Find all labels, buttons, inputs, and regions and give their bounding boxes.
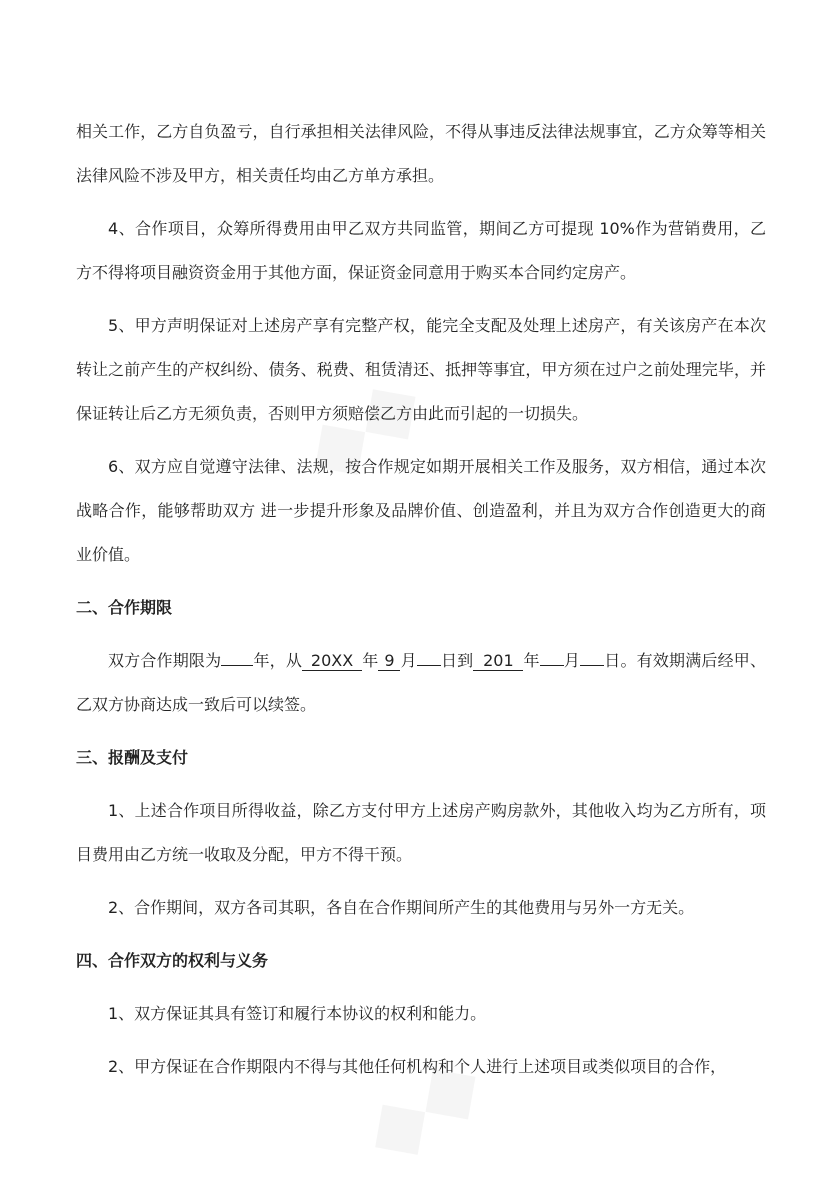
start-day-blank[interactable] — [417, 665, 441, 666]
text: 月 — [563, 651, 581, 670]
paragraph-4: 4、合作项目，众筹所得费用由甲乙双方共同监管，期间乙方可提现 10%作为营销费用，乙方不得将项目融资资金用于其他方面，保证资金同意用于购买本合同约定房产。 — [76, 219, 766, 282]
text: 年，从 — [253, 651, 303, 670]
end-year-field[interactable]: 201 — [473, 652, 523, 671]
section-heading-rights: 四、合作双方的权利与义务 — [76, 951, 269, 970]
payment-paragraph-1: 1、上述合作项目所得收益，除乙方支付甲方上述房产购房款外，其他收入均为乙方所有，项目费用由乙方统一收取及分配，甲方不得干预。 — [76, 801, 766, 864]
text: 月 — [400, 651, 417, 670]
text: 双方合作期限为 — [108, 651, 222, 670]
years-blank[interactable] — [221, 665, 253, 666]
payment-paragraph-2: 2、合作期间，双方各司其职，各自在合作期间所产生的其他费用与另外一方无关。 — [108, 898, 695, 917]
paragraph-5: 5、甲方声明保证对上述房产享有完整产权，能完全支配及处理上述房产，有关该房产在本次转让之前产生的产权纠纷、债务、税费、租赁清还、抵押等事宜，甲方须在过户之前处理完毕，并保证转让后乙方无须负责，否则甲方须赔偿乙方由此而引起的一切损失。 — [76, 316, 766, 423]
rights-paragraph-2: 2、甲方保证在合作期限内不得与其他任何机构和个人进行上述项目或类似项目的合作， — [108, 1057, 727, 1076]
end-day-blank[interactable] — [580, 665, 604, 666]
text: 日到 — [440, 651, 474, 670]
end-month-blank[interactable] — [540, 665, 564, 666]
section-heading-term: 二、合作期限 — [76, 598, 173, 617]
paragraph-6: 6、双方应自觉遵守法律、法规，按合作规定如期开展相关工作及服务，双方相信，通过本次战略合作，能够帮助双方 进一步提升形象及品牌价值、创造盈利，并且为双方合作创造更大的商业价值。 — [76, 457, 766, 564]
paragraph-3-continued: 相关工作，乙方自负盈亏，自行承担相关法律风险，不得从事违反法律法规事宜，乙方众筹等相关法律风险不涉及甲方，相关责任均由乙方单方承担。 — [76, 122, 766, 185]
text: 年 — [523, 651, 540, 670]
section-heading-payment: 三、报酬及支付 — [76, 748, 189, 767]
start-month-field[interactable]: 9 — [378, 652, 400, 671]
document-page — [76, 110, 766, 1098]
start-year-field[interactable]: 20XX — [302, 652, 362, 671]
text: 年 — [362, 651, 379, 670]
text: 日。有效期满后经甲、乙双方协商达成一致后可以续签。 — [76, 651, 766, 714]
term-paragraph — [76, 639, 766, 727]
rights-paragraph-1: 1、双方保证其具有签订和履行本协议的权利和能力。 — [108, 1004, 487, 1023]
